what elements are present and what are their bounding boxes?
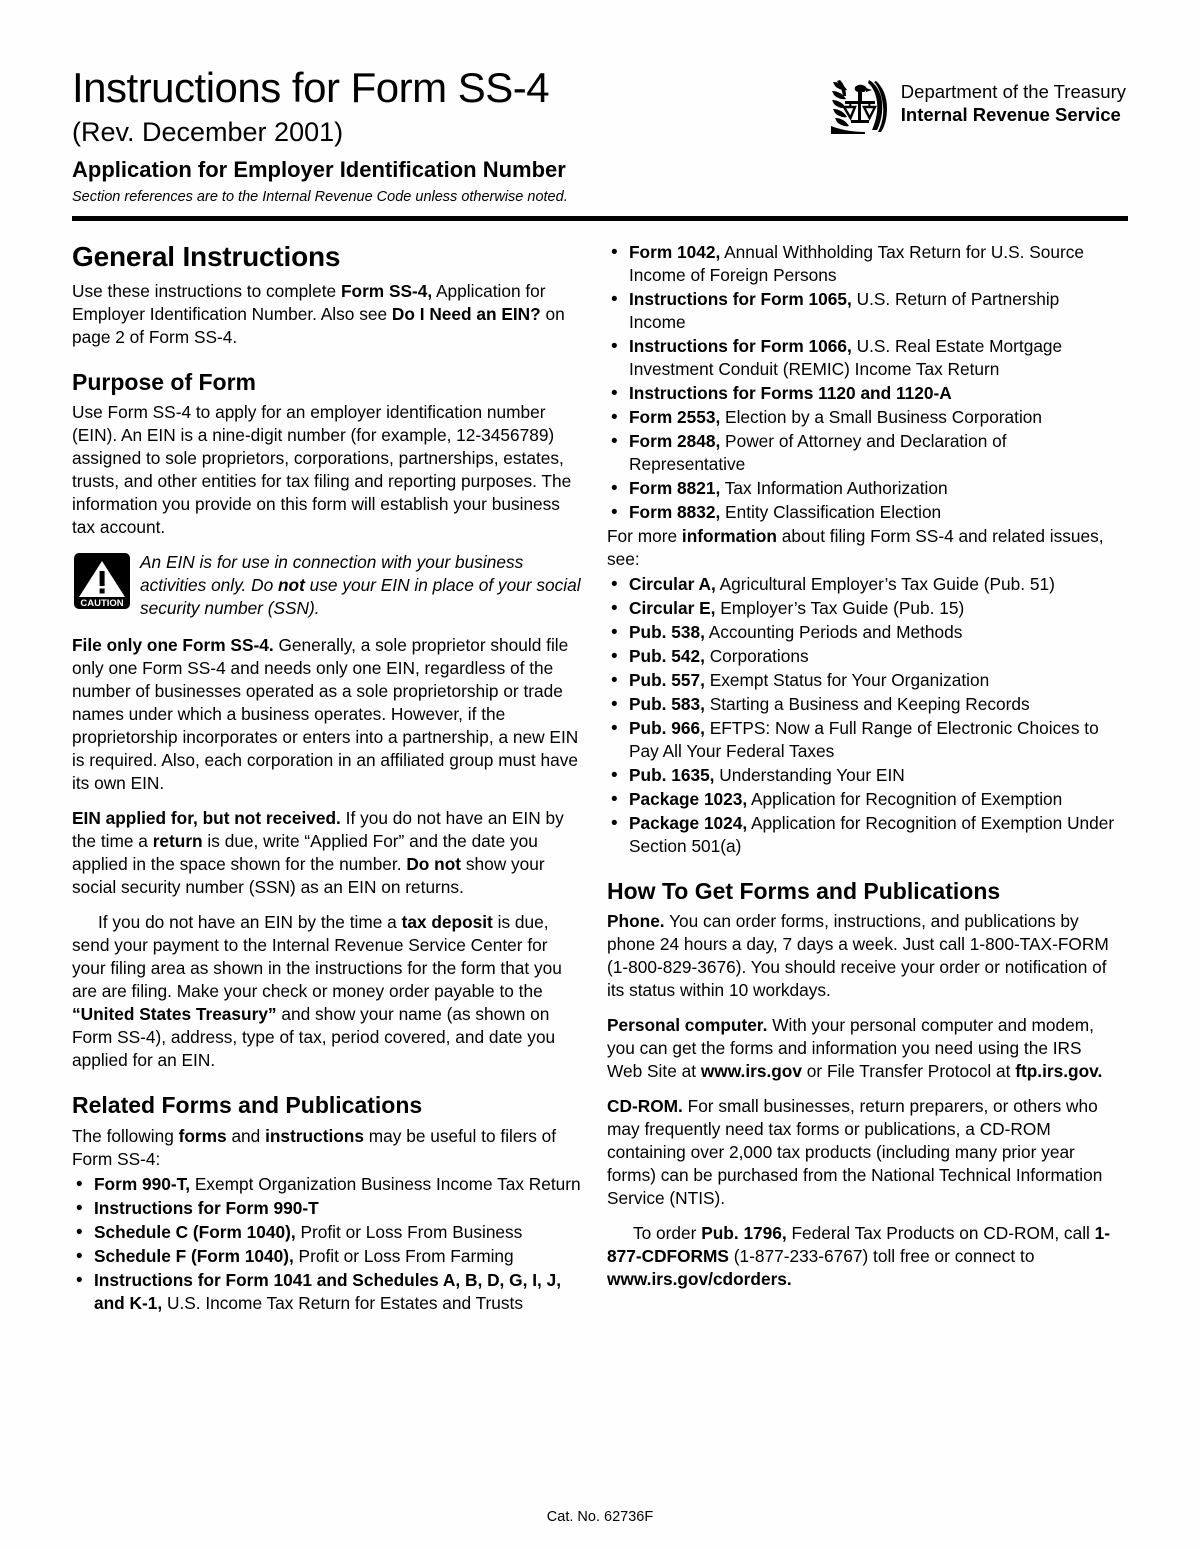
tax-deposit-text-2: is due, send your payment to the Internal Revenue Service Center for your filing area as shown in the instructions for the form that you are are filing. Make your check or money order payable to the bbox=[72, 912, 562, 1002]
list-item-rest: Profit or Loss From Farming bbox=[293, 1245, 514, 1266]
phone-paragraph bbox=[607, 910, 1116, 1002]
purpose-of-form-paragraph: Use Form SS-4 to apply for an employer identification number (EIN). An EIN is a nine-digit number (for example, 12-3456789) assigned to sole proprietors, corporations, partnerships, estates, trusts, and other entities for tax filing and reporting purposes. The information you provide on this form will establish your business tax account. bbox=[72, 402, 572, 538]
phone-body: You can order forms, instructions, and publications by phone 24 hours a day, 7 days a week. Just call 1-800-TAX-FORM (1-800-829-3676). You should receive your order or notification of its status within 10 workdays. bbox=[607, 911, 1109, 1001]
forms-continued-list bbox=[607, 241, 1116, 524]
list-item-bold: Form 1042, bbox=[629, 242, 721, 263]
irs-website-link[interactable]: www.irs.gov bbox=[700, 1061, 802, 1082]
ftp-link[interactable]: ftp.irs.gov. bbox=[1015, 1061, 1103, 1082]
cdorders-link[interactable]: www.irs.gov/cdorders. bbox=[607, 1269, 792, 1290]
list-item-rest: Power of Attorney and Declaration of Representative bbox=[629, 431, 1007, 475]
list-item bbox=[72, 1269, 581, 1315]
gi-text-1: Use these instructions to complete bbox=[72, 281, 341, 302]
list-item-rest: Profit or Loss From Business bbox=[295, 1221, 523, 1242]
list-item-rest: Exempt Organization Business Income Tax Return bbox=[190, 1173, 581, 1194]
ein-applied-text-1: If you do not have an EIN by the time a bbox=[72, 808, 564, 852]
list-item-bold: Pub. 542, bbox=[629, 646, 705, 667]
list-item-bold: Package 1024, bbox=[629, 813, 748, 834]
list-item bbox=[607, 764, 1116, 787]
list-item bbox=[607, 288, 1116, 334]
list-item bbox=[72, 1245, 581, 1268]
file-only-one-lead: File only one Form SS-4. bbox=[72, 635, 274, 656]
list-item-rest: Employer’s Tax Guide (Pub. 15) bbox=[715, 598, 965, 619]
pc-text-2: or File Transfer Protocol at bbox=[801, 1061, 1016, 1082]
general-instructions-paragraph bbox=[72, 280, 581, 349]
rf-text-1: The following bbox=[72, 1125, 179, 1146]
list-item-rest: Application for Recognition of Exemption Under Section 501(a) bbox=[629, 813, 1115, 857]
list-item-rest: Annual Withholding Tax Return for U.S. Source Income of Foreign Persons bbox=[629, 242, 1084, 286]
list-item bbox=[607, 241, 1116, 287]
caution-text-1: An EIN is for use in connection with your business activities only. Do bbox=[140, 552, 524, 596]
list-item-rest: U.S. Income Tax Return for Estates and Trusts bbox=[162, 1292, 523, 1313]
rf-forms: forms bbox=[178, 1125, 227, 1146]
ein-applied-donot: Do not bbox=[406, 854, 462, 875]
list-item-rest: Corporations bbox=[704, 646, 809, 667]
agency-text-block bbox=[901, 78, 1126, 126]
caution-not: not bbox=[277, 575, 305, 596]
list-item-bold: Pub. 557, bbox=[629, 670, 705, 691]
list-item bbox=[607, 717, 1116, 763]
list-item-rest: Application for Recognition of Exemption bbox=[747, 789, 1063, 810]
ein-applied-lead: EIN applied for, but not received. bbox=[72, 808, 341, 829]
order-text-1: To order bbox=[633, 1223, 702, 1244]
caution-icon bbox=[74, 553, 130, 609]
list-item-bold: Circular E, bbox=[629, 598, 716, 619]
list-item-rest: Tax Information Authorization bbox=[720, 478, 948, 499]
rf-instructions: instructions bbox=[265, 1125, 364, 1146]
pc-lead: Personal computer. bbox=[607, 1015, 768, 1036]
list-item bbox=[607, 693, 1116, 716]
list-item-bold: Package 1023, bbox=[629, 789, 748, 810]
list-item bbox=[72, 1221, 581, 1244]
title-block bbox=[72, 66, 568, 206]
section-reference-note: Section references are to the Internal Revenue Code unless otherwise noted. bbox=[72, 188, 568, 205]
mi-information: information bbox=[681, 526, 777, 547]
heading-general-instructions: General Instructions bbox=[72, 241, 341, 273]
list-item-bold: Form 8832, bbox=[629, 502, 721, 523]
list-item bbox=[607, 812, 1116, 858]
caution-icon-label: CAUTION bbox=[80, 598, 124, 610]
list-item-rest: Agricultural Employer’s Tax Guide (Pub. 51) bbox=[715, 574, 1055, 595]
tax-deposit-bold: tax deposit bbox=[401, 912, 493, 933]
right-column bbox=[607, 241, 1116, 1315]
caution-text-2: use your EIN in place of your social security number (SSN). bbox=[140, 575, 581, 619]
pc-text-1: With your personal computer and modem, you can get the forms and information you need using the IRS Web Site at bbox=[607, 1015, 1094, 1082]
list-item-bold: Form 8821, bbox=[629, 478, 721, 499]
list-item-rest: Entity Classification Election bbox=[720, 502, 942, 523]
list-item bbox=[607, 573, 1116, 596]
list-item bbox=[607, 382, 1116, 405]
caution-callout bbox=[74, 551, 581, 620]
agency-service: Internal Revenue Service bbox=[900, 103, 1121, 125]
agency-block bbox=[831, 78, 1126, 134]
list-item-bold: Schedule F (Form 1040), bbox=[94, 1245, 294, 1266]
list-item-bold: Form 2848, bbox=[629, 431, 721, 452]
list-item bbox=[607, 406, 1116, 429]
cdforms-phone: 1-877-CDFORMS bbox=[607, 1223, 1111, 1267]
list-item bbox=[607, 501, 1116, 524]
document-subtitle: Application for Employer Identification Number bbox=[72, 157, 566, 183]
list-item-bold: Instructions for Form 1041 and Schedules A, B, D, G, I, J, and K-1, bbox=[94, 1269, 562, 1313]
irs-eagle-scales-logo-icon bbox=[831, 78, 889, 134]
list-item bbox=[607, 788, 1116, 811]
gi-do-i-need-ein: Do I Need an EIN? bbox=[391, 304, 541, 325]
rf-text-3: may be useful to filers of Form SS-4: bbox=[72, 1125, 557, 1169]
cdrom-paragraph bbox=[607, 1095, 1116, 1210]
list-item-bold: Circular A, bbox=[629, 574, 716, 595]
list-item-bold: Instructions for Form 1066, bbox=[629, 336, 852, 357]
header-divider bbox=[72, 216, 1128, 221]
caution-text bbox=[140, 551, 581, 620]
document-header bbox=[72, 0, 1128, 221]
list-item-rest: Exempt Status for Your Organization bbox=[704, 670, 990, 691]
list-item-bold: Pub. 583, bbox=[629, 694, 705, 715]
list-item bbox=[607, 430, 1116, 476]
list-item-rest: EFTPS: Now a Full Range of Electronic Choices to Pay All Your Federal Taxes bbox=[629, 718, 1099, 762]
ein-applied-return: return bbox=[152, 831, 203, 852]
united-states-treasury: “United States Treasury” bbox=[72, 1004, 277, 1025]
order-text-3: (1-877-233-6767) toll free or connect to bbox=[728, 1246, 1035, 1267]
tax-deposit-text-3: and show your name (as shown on Form SS-4), address, type of tax, period covered, and date you applied for an EIN. bbox=[72, 1004, 556, 1071]
list-item bbox=[72, 1173, 581, 1196]
order-text-2: Federal Tax Products on CD-ROM, call bbox=[786, 1223, 1095, 1244]
list-item bbox=[607, 645, 1116, 668]
list-item-rest: U.S. Real Estate Mortgage Investment Conduit (REMIC) Income Tax Return bbox=[629, 336, 1063, 380]
file-only-one-body: Generally, a sole proprietor should file only one Form SS-4 and needs only one EIN, regardless of the number of businesses operated as a sole proprietorship or trade names under which a business operates. However, if the proprietorship incorporates or enters into a partnership, a new EIN is required. Also, each corporation in an affiliated group must have its own EIN. bbox=[72, 635, 579, 794]
left-column bbox=[72, 241, 581, 1315]
phone-lead: Phone. bbox=[607, 911, 665, 932]
gi-text-3: on page 2 of Form SS-4. bbox=[72, 304, 565, 348]
cdrom-body: For small businesses, return preparers, or others who may frequently need tax forms or publications, a CD-ROM containing over 2,000 tax products (including many prior year forms) can be purchased from the National Technical Information Service (NTIS). bbox=[607, 1096, 1103, 1209]
list-item-bold: Instructions for Form 990-T bbox=[94, 1197, 319, 1218]
list-item bbox=[72, 1197, 581, 1220]
list-item-rest: Starting a Business and Keeping Records bbox=[704, 694, 1030, 715]
list-item-rest: Understanding Your EIN bbox=[714, 765, 905, 786]
rf-text-2: and bbox=[226, 1125, 266, 1146]
content-columns bbox=[72, 241, 1128, 1315]
gi-form-ss4: Form SS-4, bbox=[340, 281, 433, 302]
tax-deposit-paragraph bbox=[72, 911, 581, 1072]
footer-catalog-number: Cat. No. 62736F bbox=[546, 1509, 654, 1525]
list-item bbox=[607, 669, 1116, 692]
ein-applied-text-3: show your social security number (SSN) as an EIN on returns. bbox=[72, 854, 545, 898]
list-item bbox=[607, 335, 1116, 381]
heading-purpose-of-form: Purpose of Form bbox=[72, 369, 257, 396]
personal-computer-paragraph bbox=[607, 1014, 1116, 1083]
list-item-rest: Election by a Small Business Corporation bbox=[720, 407, 1043, 428]
mi-text-2: about filing Form SS-4 and related issues, see: bbox=[607, 526, 1104, 570]
cdrom-lead: CD-ROM. bbox=[607, 1096, 683, 1117]
list-item-bold: Instructions for Forms 1120 and 1120-A bbox=[629, 383, 952, 404]
related-forms-leadin bbox=[72, 1125, 581, 1171]
list-item-bold: Pub. 966, bbox=[629, 718, 705, 739]
pub-1796-bold: Pub. 1796, bbox=[701, 1223, 787, 1244]
mi-text-1: For more bbox=[607, 526, 682, 547]
list-item bbox=[607, 477, 1116, 500]
more-information-leadin bbox=[607, 525, 1116, 571]
agency-department: Department of the Treasury bbox=[900, 81, 1126, 102]
list-item bbox=[607, 597, 1116, 620]
heading-how-to-get-forms: How To Get Forms and Publications bbox=[607, 878, 1001, 905]
list-item bbox=[607, 621, 1116, 644]
heading-related-forms: Related Forms and Publications bbox=[72, 1092, 423, 1119]
list-item-bold: Instructions for Form 1065, bbox=[629, 289, 852, 310]
list-item-bold: Form 990-T, bbox=[94, 1173, 191, 1194]
order-pub-1796-paragraph bbox=[607, 1222, 1116, 1291]
ein-applied-paragraph bbox=[72, 807, 581, 899]
list-item-bold: Form 2553, bbox=[629, 407, 721, 428]
list-item-rest: U.S. Return of Partnership Income bbox=[629, 289, 1060, 333]
file-only-one-paragraph bbox=[72, 634, 581, 795]
ein-applied-text-2: is due, write “Applied For” and the date you applied in the space shown for the number. bbox=[72, 831, 538, 875]
list-item-bold: Schedule C (Form 1040), bbox=[94, 1221, 296, 1242]
list-item-bold: Pub. 1635, bbox=[629, 765, 715, 786]
publications-list bbox=[607, 573, 1116, 858]
page-title: Instructions for Form SS-4 bbox=[72, 64, 550, 111]
gi-text-2: Application for Employer Identification Number. Also see bbox=[72, 281, 546, 325]
related-forms-list bbox=[72, 1173, 581, 1315]
list-item-bold: Pub. 538, bbox=[629, 622, 705, 643]
tax-deposit-text-1: If you do not have an EIN by the time a bbox=[98, 912, 402, 933]
list-item-rest: Accounting Periods and Methods bbox=[704, 622, 963, 643]
revision-date: (Rev. December 2001) bbox=[72, 116, 344, 147]
